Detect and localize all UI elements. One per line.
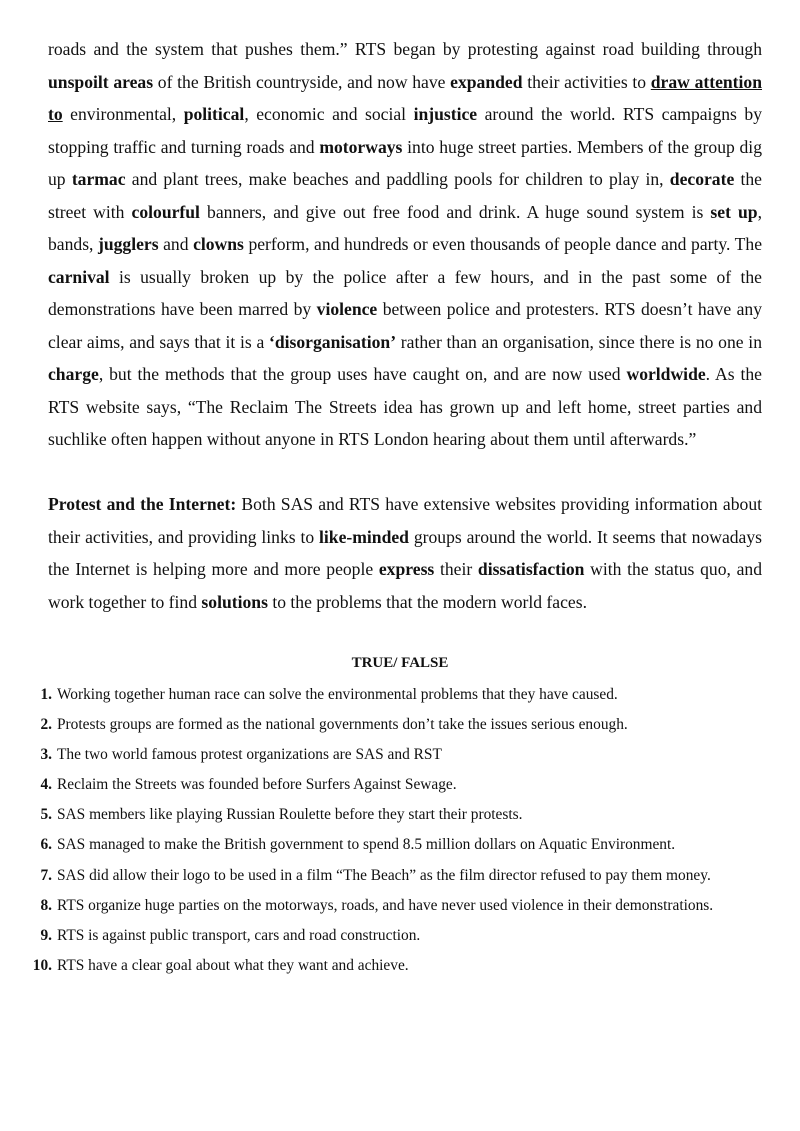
question-item <box>0 891 772 921</box>
text-run: to the problems that the modern world faces. <box>267 591 587 612</box>
section-title: TRUE/ FALSE <box>351 655 449 671</box>
text-run: , bands, <box>48 201 762 254</box>
question-text: SAS did allow their logo to be used in a film “The Beach” as the film director refused to pay them money. <box>57 866 711 884</box>
question-item <box>0 710 772 740</box>
emphasis-term: colourful <box>131 201 200 222</box>
text-run: . As the RTS website says, “The Reclaim The Streets idea has grown up and left home, street parties and suchlike often happen without anyone in RTS London hearing about them until afterwards.” <box>48 364 762 449</box>
question-number: 9. <box>40 926 52 944</box>
text-run: is usually broken up by the police after a few hours, and in the past some of the demonstrations have been marred by <box>48 266 762 319</box>
question-item <box>0 680 772 710</box>
question-item <box>0 770 772 800</box>
emphasis-term: clowns <box>193 234 244 254</box>
text-run: , but the methods that the group uses have caught on, and are now used <box>98 364 627 384</box>
question-text: SAS managed to make the British government to spend 8.5 million dollars on Aquatic Environment. <box>57 836 676 854</box>
emphasis-term: set up <box>710 201 758 222</box>
question-number: 1. <box>40 686 52 703</box>
emphasis-term: jugglers <box>97 234 159 254</box>
emphasis-term: tarmac <box>71 169 126 189</box>
text-run: into huge street parties. Members of the group dig up <box>48 136 762 189</box>
question-text: Protests groups are formed as the national governments don’t take the issues serious enough. <box>57 716 628 734</box>
question-text: RTS have a clear goal about what they want and achieve. <box>57 956 409 974</box>
question-number: 3. <box>40 746 52 764</box>
question-number: 5. <box>40 806 52 824</box>
text-run: , economic and social <box>244 104 414 124</box>
question-item <box>0 740 772 770</box>
emphasis-term: like-minded <box>319 526 409 547</box>
question-item <box>0 921 772 951</box>
text-run: with the status quo, and work together to find <box>48 559 762 612</box>
body-paragraph-internet <box>48 488 762 618</box>
question-number: 4. <box>40 776 52 794</box>
question-item <box>0 861 772 891</box>
question-number: 10. <box>32 956 52 974</box>
emphasis-term: Protest and the Internet: <box>48 494 237 514</box>
text-run: the street with <box>48 169 762 222</box>
emphasis-term: decorate <box>669 169 735 189</box>
text-run: banners, and give out free food and drink. A huge sound system is <box>199 201 711 222</box>
emphasis-term: motorways <box>319 136 403 157</box>
question-item <box>0 951 772 981</box>
emphasis-term: unspoilt areas <box>48 71 154 92</box>
emphasis-term: solutions <box>201 591 268 612</box>
text-run: between police and protesters. RTS doesn’t have any clear aims, and says that it is a <box>48 299 762 352</box>
question-text: SAS members like playing Russian Roulette before they start their protests. <box>57 806 523 824</box>
question-text: RTS is against public transport, cars and road construction. <box>57 926 421 944</box>
text-run: their <box>434 559 478 579</box>
question-number: 2. <box>40 716 52 734</box>
text-run: of the British countryside, and now have <box>153 71 451 92</box>
emphasis-term: carnival <box>48 266 110 287</box>
text-run: roads and the system that pushes them.” RTS began by protesting against road building through <box>48 39 762 59</box>
emphasis-term: express <box>378 559 435 579</box>
text-run: around the world. RTS campaigns by stopping traffic and turning roads and <box>48 104 762 157</box>
text-run: and <box>158 234 194 254</box>
question-text: The two world famous protest organizations are SAS and RST <box>57 746 442 764</box>
emphasis-term: dissatisfaction <box>477 559 585 579</box>
emphasis-term: charge <box>48 364 99 384</box>
question-text: Reclaim the Streets was founded before Surfers Against Sewage. <box>57 776 457 794</box>
emphasis-term: violence <box>316 299 378 319</box>
question-item <box>0 830 772 860</box>
question-item <box>0 800 772 830</box>
emphasis-term: expanded <box>450 71 523 92</box>
body-paragraph-rts <box>48 33 762 456</box>
text-run: Both SAS and RTS have extensive websites providing information about their activities, and providing links to <box>48 494 763 547</box>
text-run: rather than an organisation, since there is no one in <box>396 331 762 352</box>
text-run: perform, and hundreds or even thousands of people dance and party. The <box>243 234 762 254</box>
emphasis-term: worldwide <box>626 364 706 384</box>
emphasis-term: injustice <box>413 104 478 124</box>
text-run: groups around the world. It seems that nowadays the Internet is helping more and more people <box>48 526 763 579</box>
text-run: and plant trees, make beaches and paddling pools for children to play in, <box>125 169 670 189</box>
emphasis-term: political <box>183 104 245 124</box>
emphasis-term: ‘disorganisation’ <box>268 331 397 352</box>
question-text: Working together human race can solve the environmental problems that they have caused. <box>57 686 618 703</box>
true-false-list <box>0 680 800 981</box>
text-run: environmental, <box>62 104 184 124</box>
question-text: RTS organize huge parties on the motorways, roads, and have never used violence in their demonstrations. <box>57 896 714 914</box>
question-number: 8. <box>40 896 52 914</box>
text-run: their activities to <box>522 71 651 92</box>
question-number: 6. <box>40 836 52 854</box>
emphasis-term: draw attention to <box>48 71 763 124</box>
question-number: 7. <box>40 866 52 884</box>
